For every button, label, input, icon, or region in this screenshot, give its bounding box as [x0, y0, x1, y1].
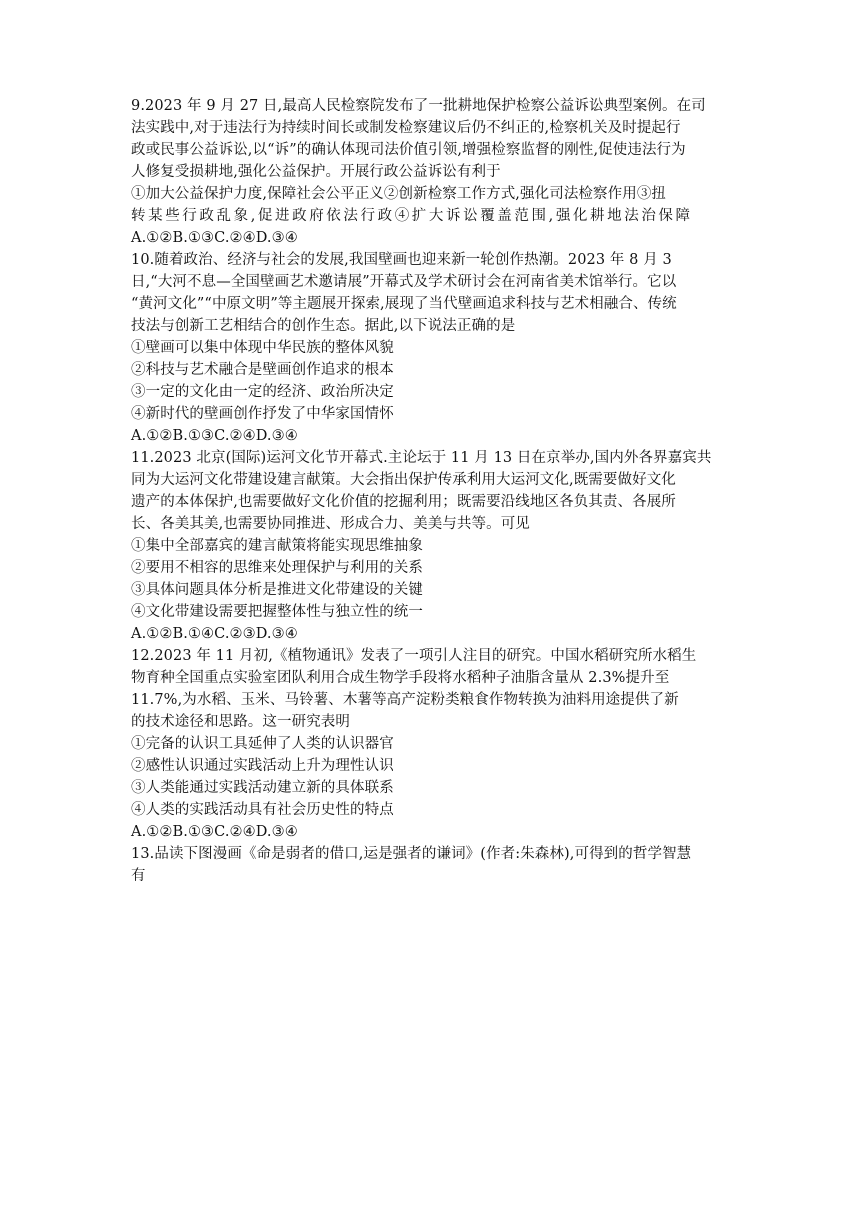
- q11-option-3: ③具体问题具体分析是推进文化带建设的关键: [131, 582, 423, 598]
- q12-option-3: ③人类能通过实践活动建立新的具体联系: [131, 780, 394, 796]
- q10-option-1: ①壁画可以集中体现中华民族的整体风貌: [131, 340, 394, 356]
- q11-stem-line-4: 长、各美其美,也需要协同推进、形成合力、美美与共等。可见: [131, 516, 530, 532]
- q11-stem-line-1: 11.2023 北京(国际)运河文化节开幕式.主论坛于 11 月 13 日在京举办,国内外各界嘉宾共: [131, 450, 712, 466]
- q11-option-1: ①集中全部嘉宾的建言献策将能实现思维抽象: [131, 538, 423, 554]
- q10-stem-line-2: 日,“大河不息—全国壁画艺术邀请展”开幕式及学术研讨会在河南省美术馆举行。它以: [131, 274, 677, 290]
- q10-option-2: ②科技与艺术融合是壁画创作追求的根本: [131, 362, 394, 378]
- q12-option-4: ④人类的实践活动具有社会历史性的特点: [131, 802, 394, 818]
- q10-stem-line-4: 技法与创新工艺相结合的创作生态。据此,以下说法正确的是: [131, 318, 516, 334]
- q10-option-3: ③一定的文化由一定的经济、政治所决定: [131, 384, 394, 400]
- q10-option-4: ④新时代的壁画创作抒发了中华家国情怀: [131, 406, 394, 422]
- q13-stem-line-1: 13.品读下图漫画《命是弱者的借口,运是强者的谦词》(作者:朱森林),可得到的哲学智慧: [131, 846, 692, 862]
- q10-stem-line-1: 10.随着政治、经济与社会的发展,我国壁画也迎来新一轮创作热潮。2023 年 8 月 3: [131, 252, 672, 268]
- q9-option-line-2: 转某些行政乱象,促进政府依法行政④扩大诉讼覆盖范围,强化耕地法治保障: [131, 208, 693, 224]
- q9-stem-line-1: 9.2023 年 9 月 27 日,最高人民检察院发布了一批耕地保护检察公益诉讼典型案例。在司: [131, 98, 706, 114]
- q12-option-2: ②感性认识通过实践活动上升为理性认识: [131, 758, 394, 774]
- q10-answer-choices: A.①②B.①③C.②④D.③④: [131, 428, 298, 444]
- q12-answer-choices: A.①②B.①③C.②④D.③④: [131, 824, 298, 840]
- q12-stem-line-4: 的技术途径和思路。这一研究表明: [131, 714, 350, 730]
- q11-stem-line-2: 同为大运河文化带建设建言献策。大会指出保护传承利用大运河文化,既需要做好文化: [131, 472, 676, 488]
- q13-stem-line-2: 有: [131, 868, 146, 884]
- q9-stem-line-3: 政或民事公益诉讼,以“诉”的确认体现司法价值引领,增强检察监督的刚性,促使违法行为: [131, 142, 686, 158]
- q11-option-4: ④文化带建设需要把握整体性与独立性的统一: [131, 604, 423, 620]
- q9-option-line-1: ①加大公益保护力度,保障社会公平正义②创新检察工作方式,强化司法检察作用③扭: [131, 186, 667, 202]
- q9-stem-line-4: 人修复受损耕地,强化公益保护。开展行政公益诉讼有利于: [131, 164, 501, 180]
- q11-option-2: ②要用不相容的思维来处理保护与利用的关系: [131, 560, 423, 576]
- q9-stem-line-2: 法实践中,对于违法行为持续时间长或制发检察建议后仍不纠正的,检察机关及时提起行: [131, 120, 681, 136]
- q11-answer-choices: A.①②B.①④C.②③D.③④: [131, 626, 298, 642]
- q12-stem-line-2: 物育种全国重点实验室团队利用合成生物学手段将水稻种子油脂含量从 2.3%提升至: [131, 670, 670, 686]
- q10-stem-line-3: “黄河文化”“中原文明”等主题展开探索,展现了当代壁画追求科技与艺术相融合、传统: [131, 296, 677, 312]
- q12-option-1: ①完备的认识工具延伸了人类的认识器官: [131, 736, 394, 752]
- q9-answer-choices: A.①②B.①③C.②④D.③④: [131, 230, 298, 246]
- q12-stem-line-3: 11.7%,为水稻、玉米、马铃薯、木薯等高产淀粉类粮食作物转换为油料用途提供了新: [131, 692, 679, 708]
- q11-stem-line-3: 遗产的本体保护,也需要做好文化价值的挖掘利用；既需要沿线地区各负其责、各展所: [131, 494, 676, 510]
- q12-stem-line-1: 12.2023 年 11 月初,《植物通讯》发表了一项引人注目的研究。中国水稻研究所水稻生: [131, 648, 697, 664]
